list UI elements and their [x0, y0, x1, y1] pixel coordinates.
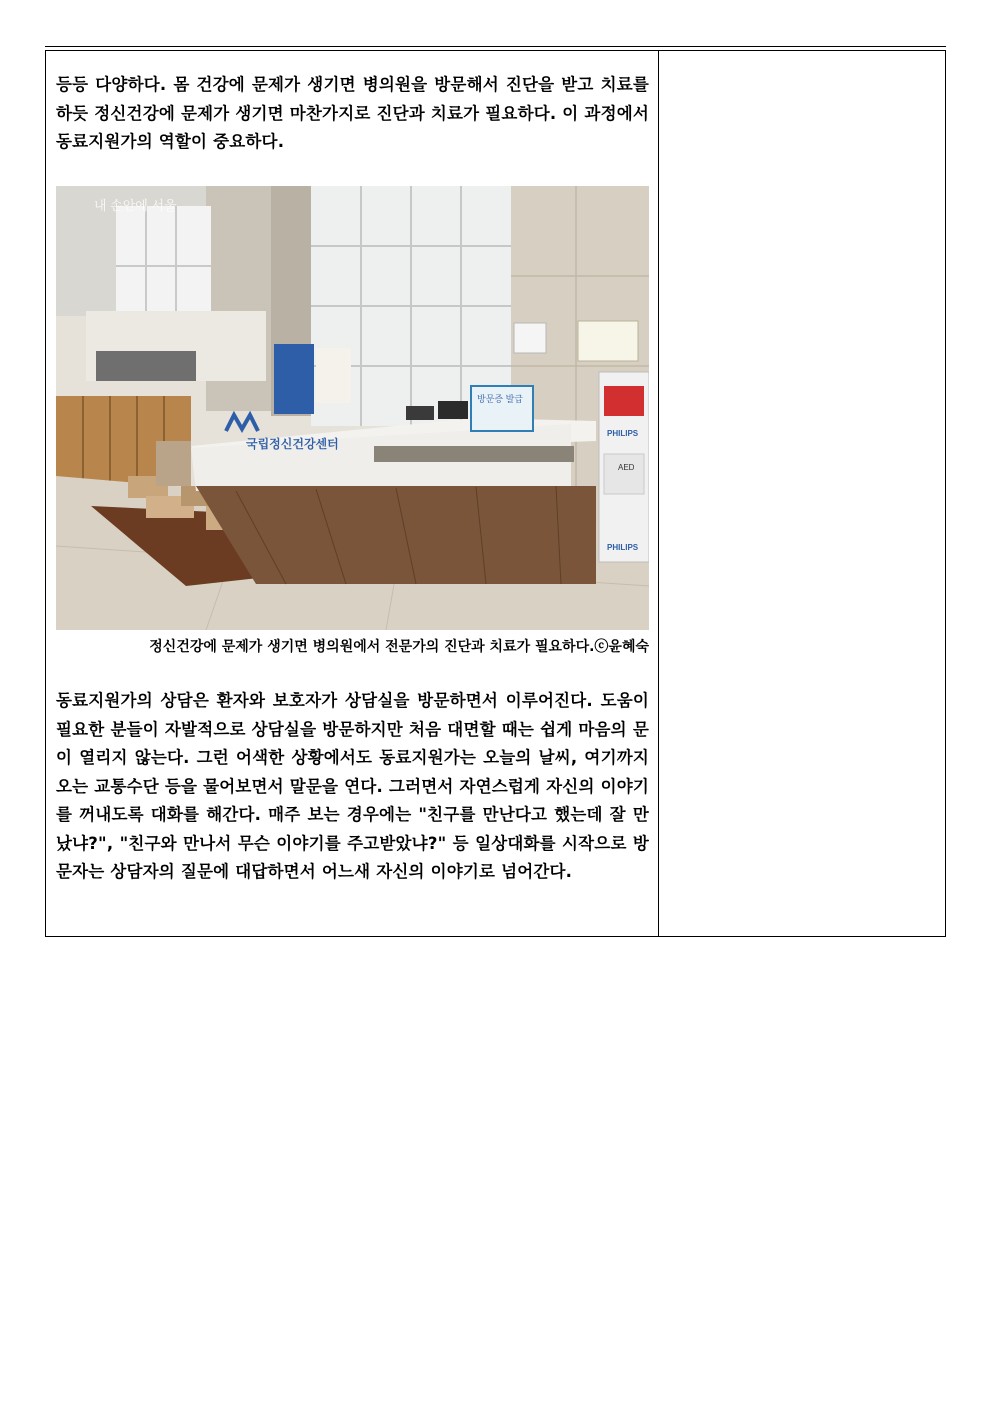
sign-reception-text: 방문증 발급 — [477, 394, 523, 404]
watermark-text: 내 손안에 서울 — [94, 198, 177, 213]
sign-aed-text: AED — [618, 463, 635, 472]
sign-logo-text: 국립정신건강센터 — [246, 437, 339, 451]
column-divider — [658, 51, 659, 936]
reception-desk-photo — [56, 186, 649, 630]
sign-brand-bottom-text: PHILIPS — [607, 543, 639, 552]
top-rule — [45, 46, 946, 47]
paragraph-consultation: 동료지원가의 상담은 환자와 보호자가 상담실을 방문하면서 이루어진다. 도움이 필요한 분들이 자발적으로 상담실을 방문하지만 처음 대면할 때는 쉽게 마음의 문이 열리지 않는다. 그런 어색한 상황에서도 동료지원가는 오늘의 날씨, 여기까지 오는 교통수단 등을 물어보면서 말문을 연다. 그러면서 자연스럽게 자신의 이야기를 꺼내도록 대화를 해간다. 매주 보는 경우에는 "친구를 만난다고 했는데 잘 만났냐?", "친구와 만나서 무슨 이야기를 주고받았냐?" 등 일상대화를 시작으로 방문자는 상담자의 질문에 대답하면서 어느새 자신의 이야기로 넘어간다. — [56, 691, 649, 881]
document-table — [45, 50, 946, 937]
paragraph-intro: 등등 다양하다. 몸 건강에 문제가 생기면 병의원을 방문해서 진단을 받고 치료를 하듯 정신건강에 문제가 생기면 마찬가지로 진단과 치료가 필요하다. 이 과정에서 동료지원가의 역할이 중요하다. — [56, 75, 649, 151]
photo-caption: 정신건강에 문제가 생기면 병의원에서 전문가의 진단과 치료가 필요하다.ⓒ윤혜숙 — [149, 639, 649, 655]
sign-brand-top-text: PHILIPS — [607, 429, 639, 438]
